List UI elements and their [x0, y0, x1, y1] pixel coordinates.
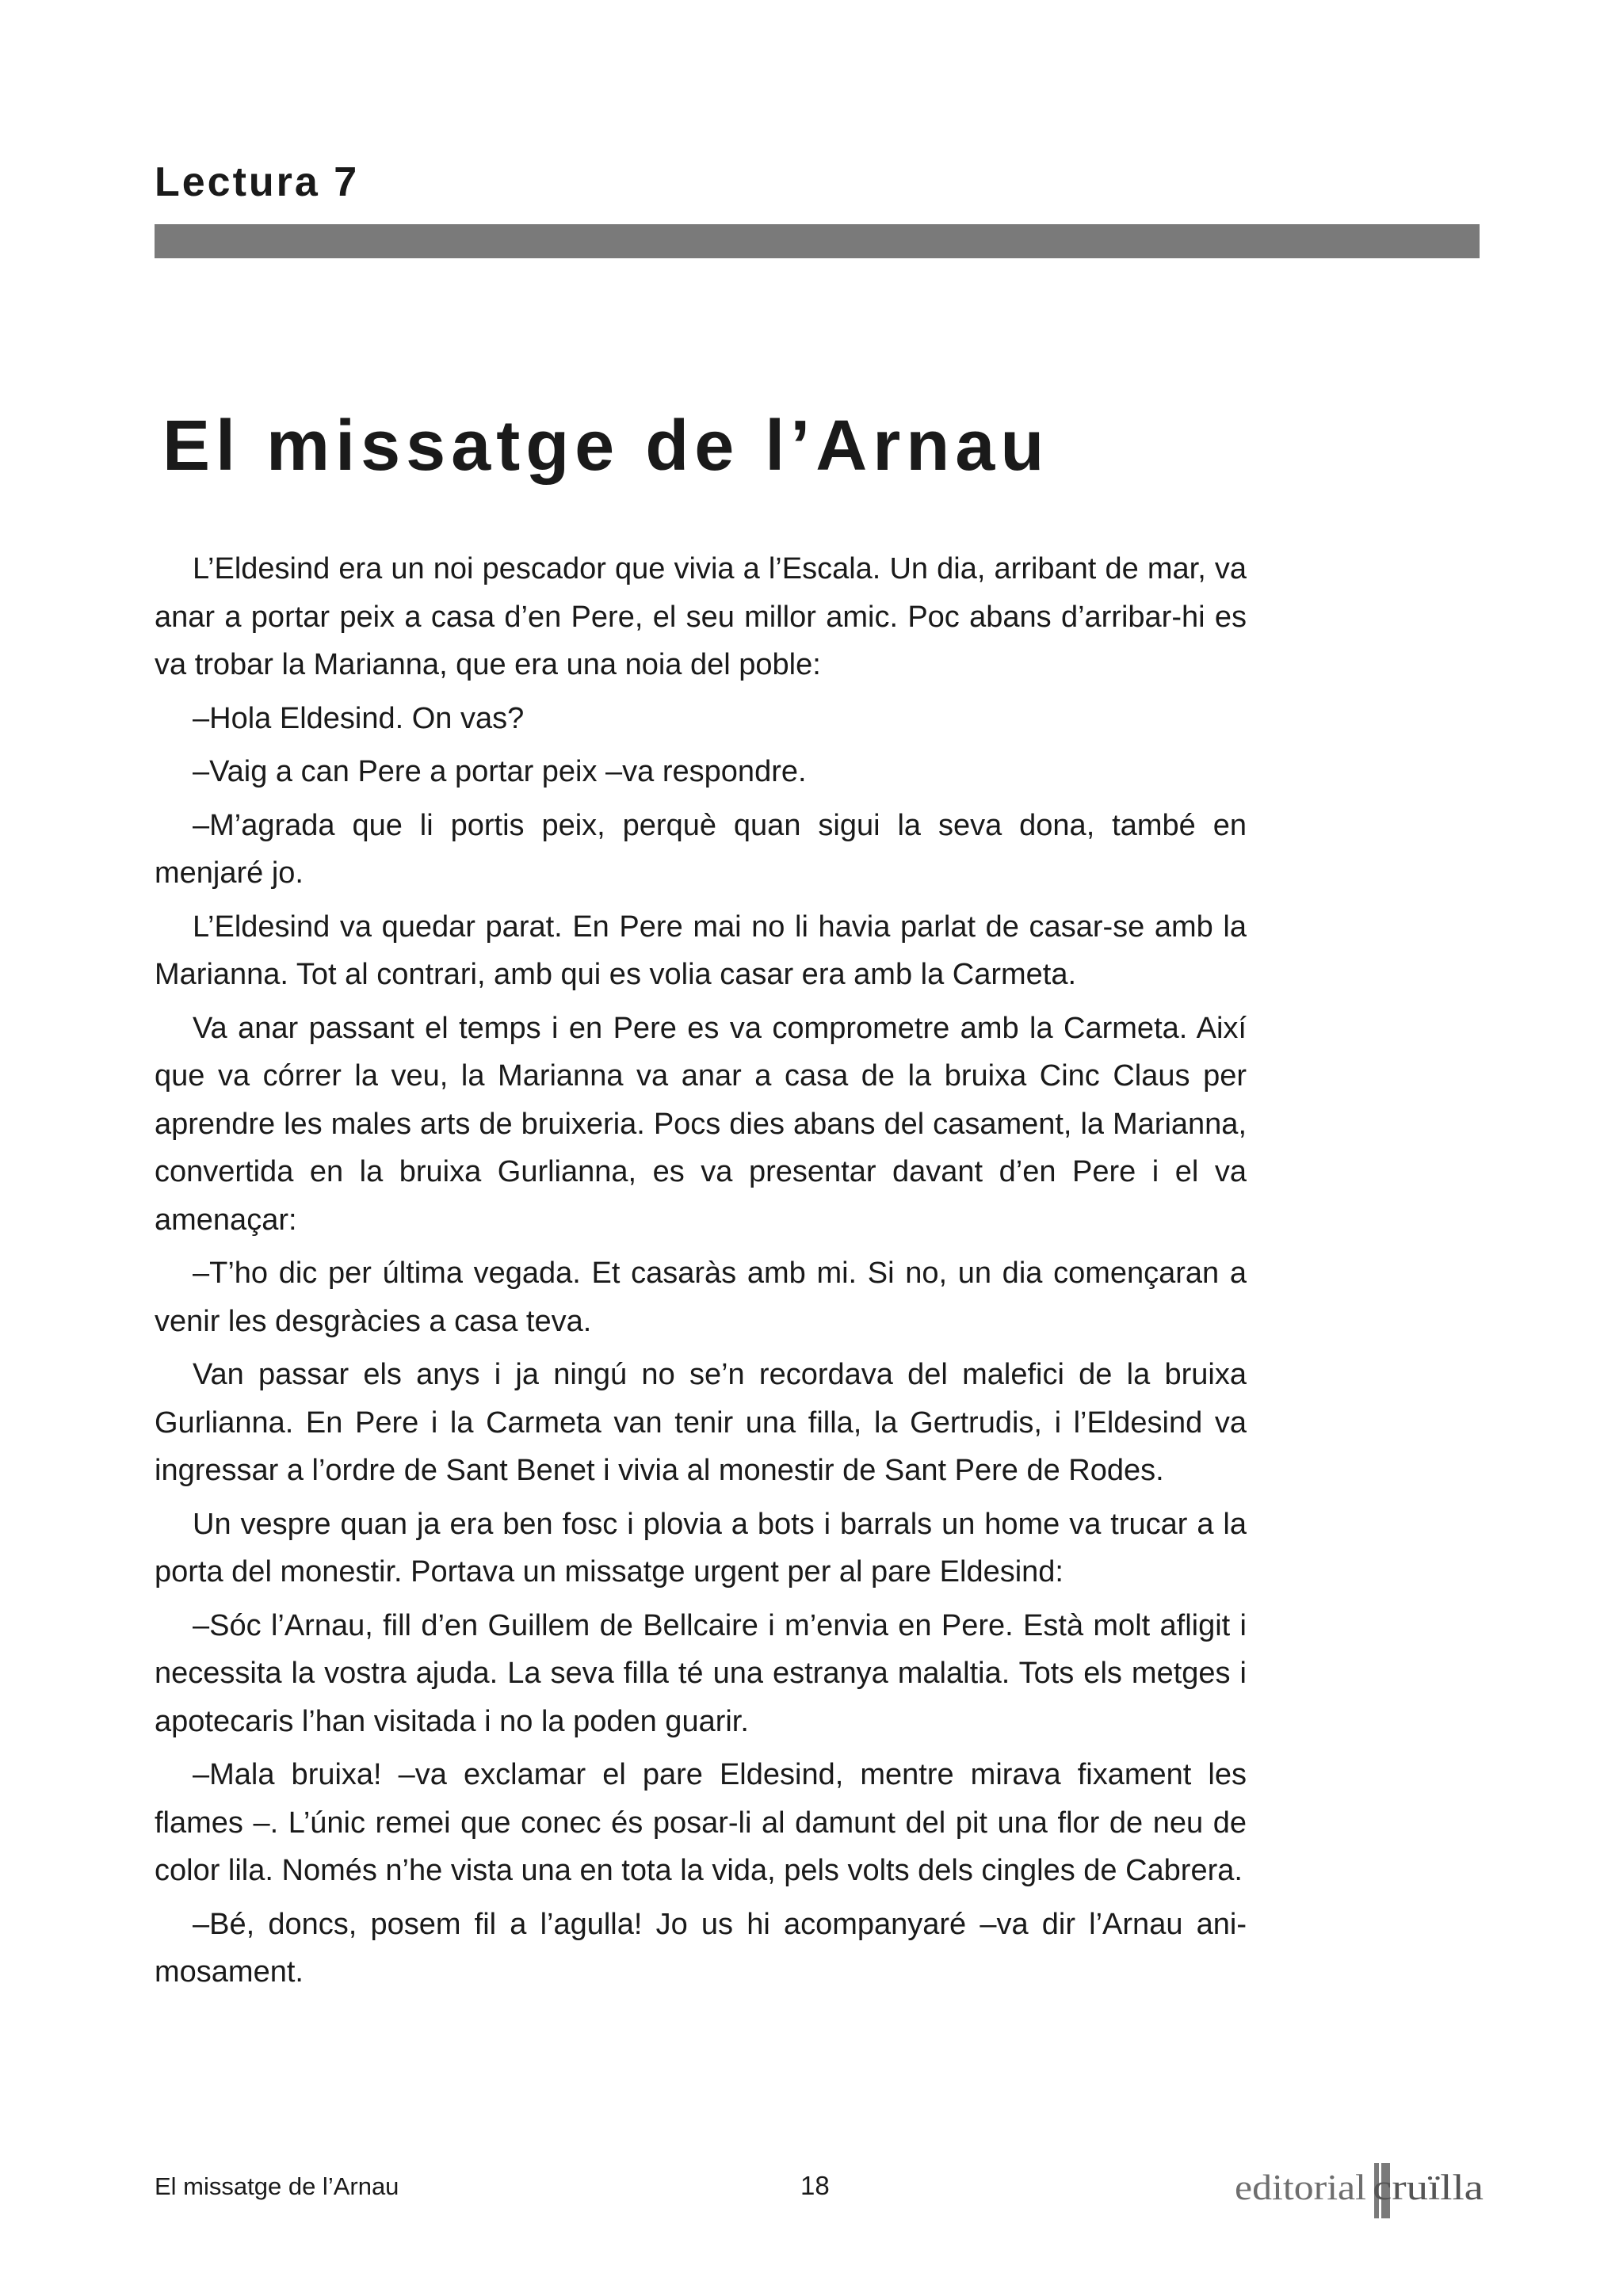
paragraph: –Bé, doncs, posem fil a l’agulla! Jo us hi acompanyaré –va dir l’Arnau animosament.	[155, 1907, 1247, 1989]
publisher-logo	[1235, 2163, 1484, 2218]
paragraph: –Mala bruixa! –va exclamar el pare Eldesind, mentre mirava fixament les flames –. L’únic remei que conec és posar-li al damunt del pit una flor de neu de color lila. Només n’he vista una en tota la vida, pels volts dels cingles de Cabrera.	[155, 1758, 1247, 1887]
paragraph: –M’agrada que li portis peix, perquè quan sigui la seva dona, també en menjaré jo.	[155, 808, 1247, 890]
section-label: Lectura 7	[155, 159, 360, 205]
footer-book-title: El missatge de l’Arnau	[155, 2172, 399, 2200]
paragraph: –Sóc l’Arnau, fill d’en Guillem de Bellcaire i m’envia en Pere. Està molt afligit i necessita la vostra ajuda. La seva filla té una estranya malaltia. Tots els metges i apotecaris l’han visitada i no la poden guarir.	[155, 1608, 1247, 1738]
page-number: 18	[800, 2171, 830, 2200]
paragraph: Van passar els anys i ja ningú no se’n recordava del malefici de la bruixa Gurlianna. En Pere i la Carmeta van tenir una filla, la Gertrudis, i l’Eldesind va ingressar a l’ordre de Sant Benet i vivia al monestir de Sant Pere de Rodes.	[155, 1358, 1247, 1487]
paragraph: L’Eldesind va quedar parat. En Pere mai no li havia parlat de casar-se amb la Marianna. Tot al contrari, amb qui es volia casar era amb la Carmeta.	[155, 910, 1247, 991]
page-title: El missatge de l’Arnau	[162, 406, 1050, 486]
svg-text:cruïlla: cruïlla	[1373, 2167, 1484, 2207]
paragraph: Va anar passant el temps i en Pere es va comprometre amb la Carmeta. Així que va córrer la veu, la Marianna va anar a casa de la bruixa Cinc Claus per aprendre les males arts de bruixeria. Pocs dies abans del casament, la Marianna, convertida en la bruixa Gurlianna, es va presentar davant d’en Pere i el va amenaçar:	[155, 1011, 1247, 1237]
svg-text:editorial: editorial	[1235, 2167, 1366, 2207]
paragraph: L’Eldesind era un noi pescador que vivia a l’Escala. Un dia, arribant de mar, va anar a portar peix a casa d’en Pere, el seu millor amic. Poc abans d’arribar-hi es va trobar la Marianna, que era una noia del poble:	[155, 552, 1247, 681]
header-rule	[155, 224, 1480, 258]
paragraph: Un vespre quan ja era ben fosc i plovia a bots i barrals un home va trucar a la porta del monestir. Portava un missatge urgent per al pare Eldesind:	[155, 1507, 1247, 1589]
paragraph: –T’ho dic per última vegada. Et casaràs amb mi. Si no, un dia començaran a venir les desgràcies a casa teva.	[155, 1257, 1247, 1338]
paragraph: –Vaig a can Pere a portar peix –va respondre.	[193, 755, 807, 788]
paragraph: –Hola Eldesind. On vas?	[193, 701, 525, 735]
body-text	[155, 545, 1247, 2002]
